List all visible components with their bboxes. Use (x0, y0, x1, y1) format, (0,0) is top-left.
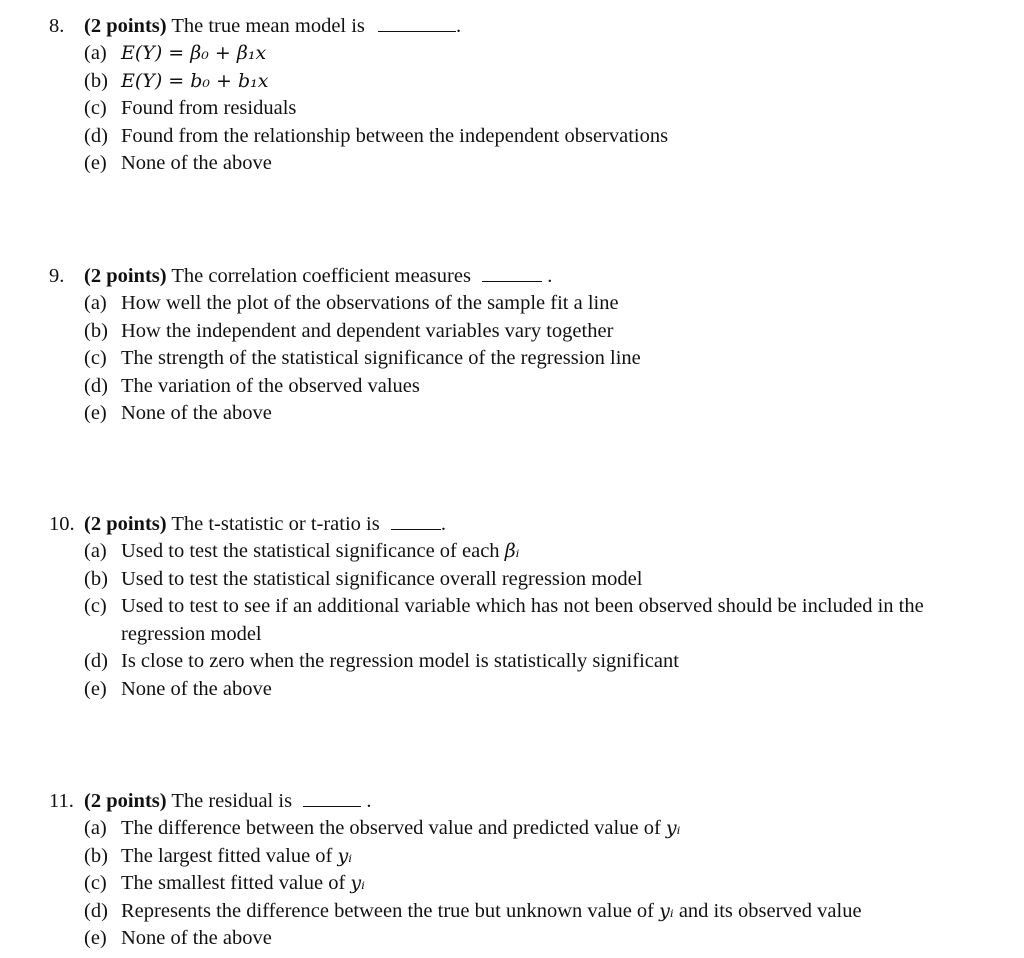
option-letter: (a) (84, 42, 107, 64)
option-letter: (e) (84, 402, 107, 424)
option-text: The difference between the observed value and predicted value of (121, 817, 661, 839)
question-number: 10. (49, 513, 75, 535)
option-letter: (e) (84, 677, 107, 700)
stem-end: . (547, 265, 553, 287)
option-text: E(Y) = b₀ + b₁x (121, 69, 269, 92)
option-e (0, 925, 1024, 953)
option-a (0, 538, 1024, 566)
option-a (0, 290, 1024, 318)
y-i-symbol: yᵢ (659, 899, 674, 922)
option-letter: (c) (84, 872, 107, 894)
option-letter: (d) (84, 650, 108, 672)
points-label: (2 points) (84, 513, 167, 535)
option-letter: (b) (84, 69, 108, 92)
stem-text: The residual is (171, 790, 293, 812)
question-10 (0, 510, 1024, 703)
option-text: None of the above (121, 402, 272, 424)
option-letter: (e) (84, 152, 107, 174)
question-stem (0, 12, 1024, 40)
option-letter: (c) (84, 97, 107, 119)
option-letter: (d) (84, 899, 108, 922)
question-stem (0, 262, 1024, 290)
answer-blank (378, 13, 456, 32)
question-8 (0, 12, 1024, 178)
option-text: Found from residuals (121, 97, 297, 119)
option-d (0, 648, 1024, 676)
option-b (0, 318, 1024, 346)
option-c (0, 95, 1024, 123)
stem-end: . (440, 513, 446, 535)
y-i-symbol: yᵢ (337, 844, 353, 867)
option-text: None of the above (121, 677, 272, 700)
option-text: Used to test the statistical significance overall regression model (121, 567, 643, 590)
stem-text: The t-statistic or t-ratio is (171, 513, 380, 535)
beta-i-symbol: βᵢ (504, 540, 520, 562)
points-label: (2 points) (84, 790, 167, 812)
option-letter: (c) (84, 347, 107, 369)
option-b (0, 68, 1024, 96)
option-e (0, 400, 1024, 428)
answer-blank (303, 788, 361, 807)
stem-text: The true mean model is (171, 15, 365, 37)
option-letter: (a) (84, 292, 107, 314)
option-text: Found from the relationship between the independent observations (121, 124, 669, 147)
option-a (0, 815, 1024, 843)
option-e (0, 150, 1024, 178)
option-letter: (b) (84, 844, 108, 867)
option-b (0, 843, 1024, 871)
stem-end: . (366, 790, 372, 812)
option-text: E(Y) = β₀ + β₁x (121, 42, 267, 64)
option-c (0, 345, 1024, 373)
option-d (0, 123, 1024, 151)
question-stem (0, 510, 1024, 538)
option-text: How well the plot of the observations of the sample fit a line (121, 292, 619, 314)
option-b (0, 566, 1024, 594)
option-text: The variation of the observed values (121, 374, 420, 397)
question-9 (0, 262, 1024, 428)
option-letter: (b) (84, 567, 108, 590)
option-text: Used to test the statistical significance of each (121, 540, 500, 562)
option-text: None of the above (121, 927, 272, 949)
option-letter: (d) (84, 124, 108, 147)
option-letter: (a) (84, 817, 107, 839)
option-c (0, 593, 1024, 648)
answer-blank (391, 511, 441, 530)
points-label: (2 points) (84, 15, 167, 37)
option-text: Is close to zero when the regression model is statistically significant (121, 650, 679, 672)
option-d (0, 898, 1024, 926)
question-number: 8. (49, 15, 65, 37)
question-11 (0, 787, 1024, 953)
answer-blank (482, 263, 542, 282)
option-d (0, 373, 1024, 401)
option-letter: (a) (84, 540, 107, 562)
option-text: The largest fitted value of (121, 844, 333, 867)
question-number: 9. (49, 265, 65, 287)
option-text: How the independent and dependent variables vary together (121, 319, 614, 342)
stem-end: . (456, 15, 462, 37)
option-letter: (b) (84, 319, 108, 342)
option-c (0, 870, 1024, 898)
points-label: (2 points) (84, 265, 167, 287)
option-text: Represents the difference between the true but unknown value of (121, 899, 654, 922)
option-text: Used to test to see if an additional variable which has not been observed should be included in the regression model (121, 595, 924, 645)
option-letter: (e) (84, 927, 107, 949)
option-text-after: and its observed value (678, 899, 862, 922)
y-i-symbol: yᵢ (665, 817, 681, 839)
option-text: None of the above (121, 152, 272, 174)
option-a (0, 40, 1024, 68)
stem-text: The correlation coefficient measures (171, 265, 471, 287)
option-letter: (d) (84, 374, 108, 397)
question-stem (0, 787, 1024, 815)
option-e (0, 676, 1024, 704)
option-letter: (c) (84, 595, 107, 617)
y-i-symbol: yᵢ (350, 872, 365, 894)
question-number: 11. (49, 790, 74, 812)
option-text: The strength of the statistical significance of the regression line (121, 347, 641, 369)
option-text: The smallest fitted value of (121, 872, 346, 894)
